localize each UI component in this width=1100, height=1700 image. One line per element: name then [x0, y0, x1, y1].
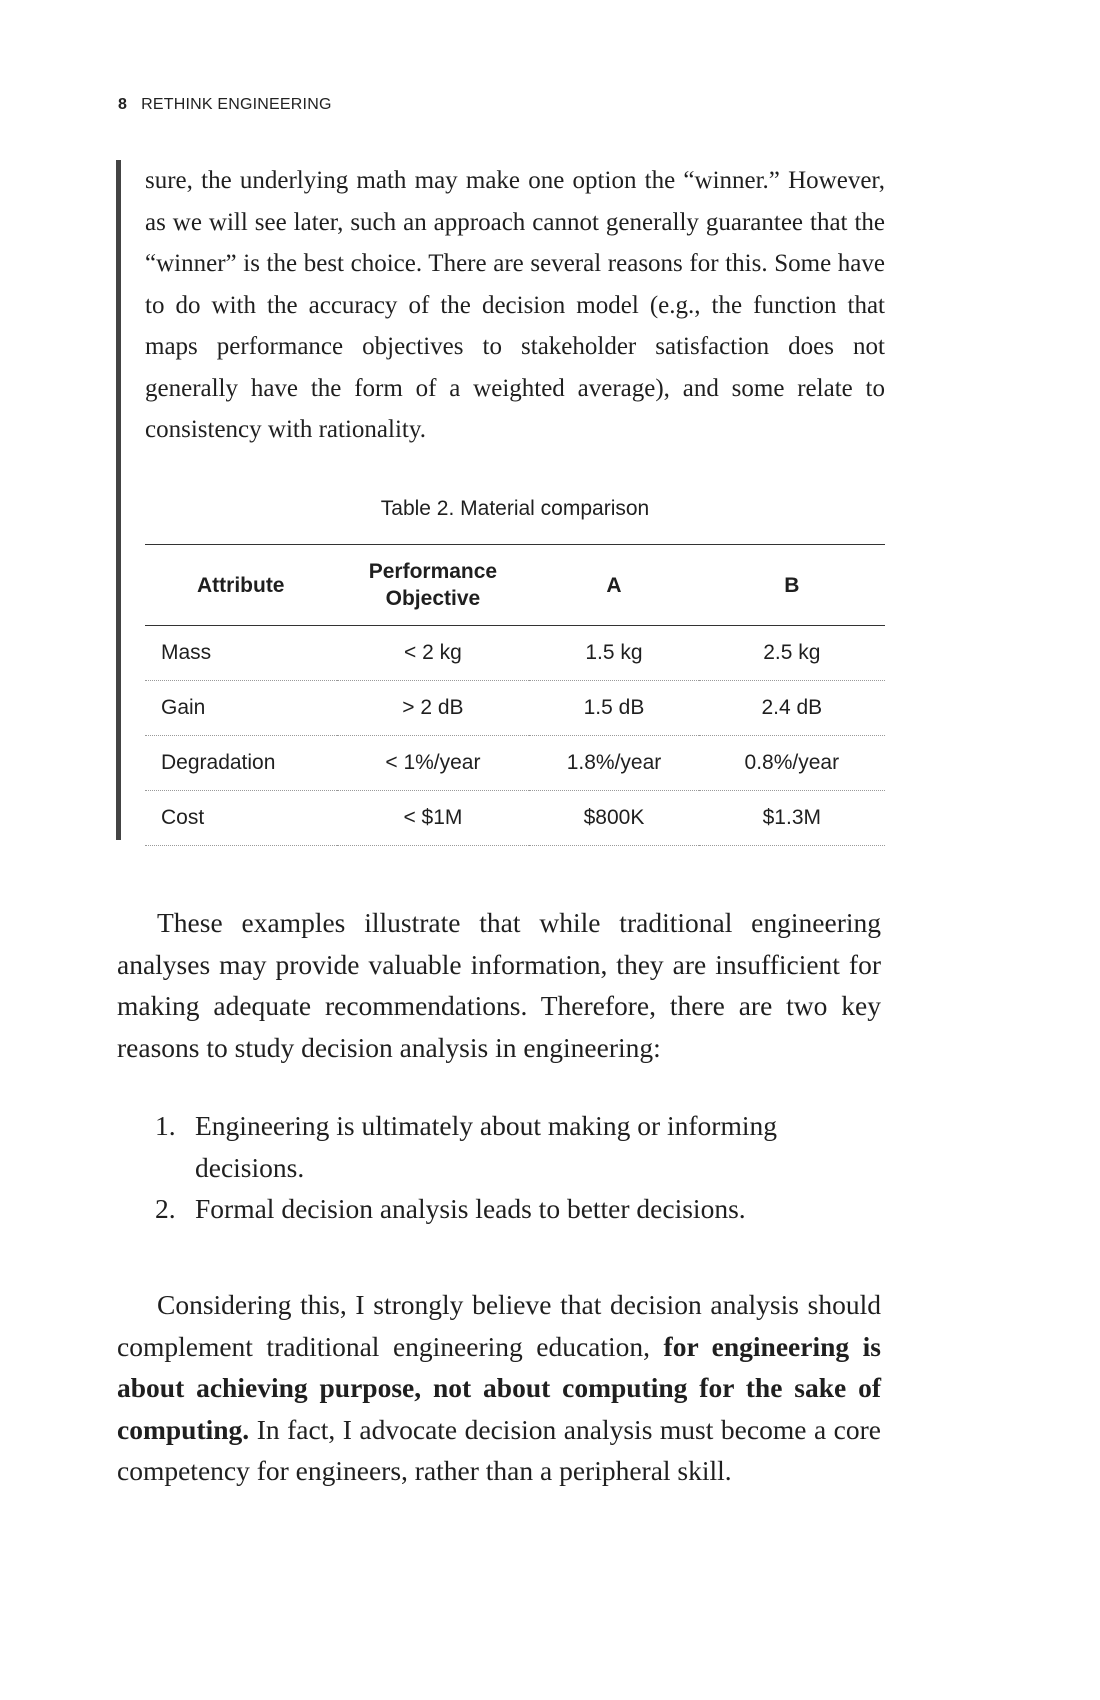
table-row: [145, 681, 885, 736]
list-item: [155, 1188, 885, 1230]
header-performance-objective: [337, 545, 530, 626]
cell-objective: < 2 kg: [337, 626, 530, 681]
table-header-row: [145, 545, 885, 626]
cell-a: 1.5 dB: [529, 681, 698, 736]
body-paragraph-2: [117, 1284, 881, 1492]
table-row: [145, 736, 885, 791]
cell-a: $800K: [529, 791, 698, 846]
cell-objective: > 2 dB: [337, 681, 530, 736]
page-number: 8: [118, 96, 128, 113]
table-caption: Table 2. Material comparison: [380, 497, 650, 520]
header-performance-line2: Objective: [385, 587, 481, 610]
header-attribute: Attribute: [145, 545, 337, 626]
table-row: [145, 791, 885, 846]
header-performance-line1: Performance: [368, 560, 498, 583]
paragraph-2-emphasis: for engineering is about achieving purpose, not about computing for the sake of computing.: [117, 1330, 881, 1445]
paragraph-2-start: Considering this, I strongly believe that decision analysis should complement traditional engineering education,: [117, 1289, 881, 1362]
cell-a: 1.5 kg: [529, 626, 698, 681]
body-paragraph-1: [117, 902, 881, 1068]
list-item-text: Engineering is ultimately about making or informing decisions.: [195, 1110, 777, 1183]
running-title: RETHINK ENGINEERING: [141, 96, 332, 113]
list-item-text: Formal decision analysis leads to better decisions.: [195, 1193, 746, 1224]
table-row: [145, 626, 885, 681]
cell-attribute: Gain: [145, 681, 337, 736]
list-item: [155, 1105, 885, 1188]
cell-objective: < 1%/year: [337, 736, 530, 791]
running-header: [118, 96, 332, 114]
paragraph-1-text: These examples illustrate that while traditional engineering analyses may provide valuable information, they are insufficient for making adequate recommendations. Therefore, there are two key reasons to study decision analysis in engineering:: [117, 907, 881, 1063]
cell-b: 2.5 kg: [699, 626, 885, 681]
header-option-a: A: [529, 545, 698, 626]
cell-a: 1.8%/year: [529, 736, 698, 791]
cell-b: 0.8%/year: [699, 736, 885, 791]
cell-objective: < $1M: [337, 791, 530, 846]
cell-attribute: Mass: [145, 626, 337, 681]
list-number: 2.: [155, 1193, 176, 1224]
material-comparison-table: [145, 544, 885, 846]
cell-b: 2.4 dB: [699, 681, 885, 736]
reasons-list: [155, 1105, 885, 1230]
callout-paragraph: sure, the underlying math may make one option the “winner.” However, as we will see later, such an approach cannot generally guarantee that the “winner” is the best choice. There are several reasons for this. Some have to do with the accuracy of the decision model (e.g., the function that maps performance objectives to stakeholder satisfaction does not generally have the form of a weighted average), and some relate to consistency with rationality.: [145, 167, 885, 443]
cell-attribute: Cost: [145, 791, 337, 846]
header-option-b: B: [699, 545, 885, 626]
list-number: 1.: [155, 1110, 176, 1141]
cell-attribute: Degradation: [145, 736, 337, 791]
callout-box: [116, 160, 891, 840]
cell-b: $1.3M: [699, 791, 885, 846]
paragraph-2-end: In fact, I advocate decision analysis must become a core competency for engineers, rather than a peripheral skill.: [117, 1413, 881, 1486]
